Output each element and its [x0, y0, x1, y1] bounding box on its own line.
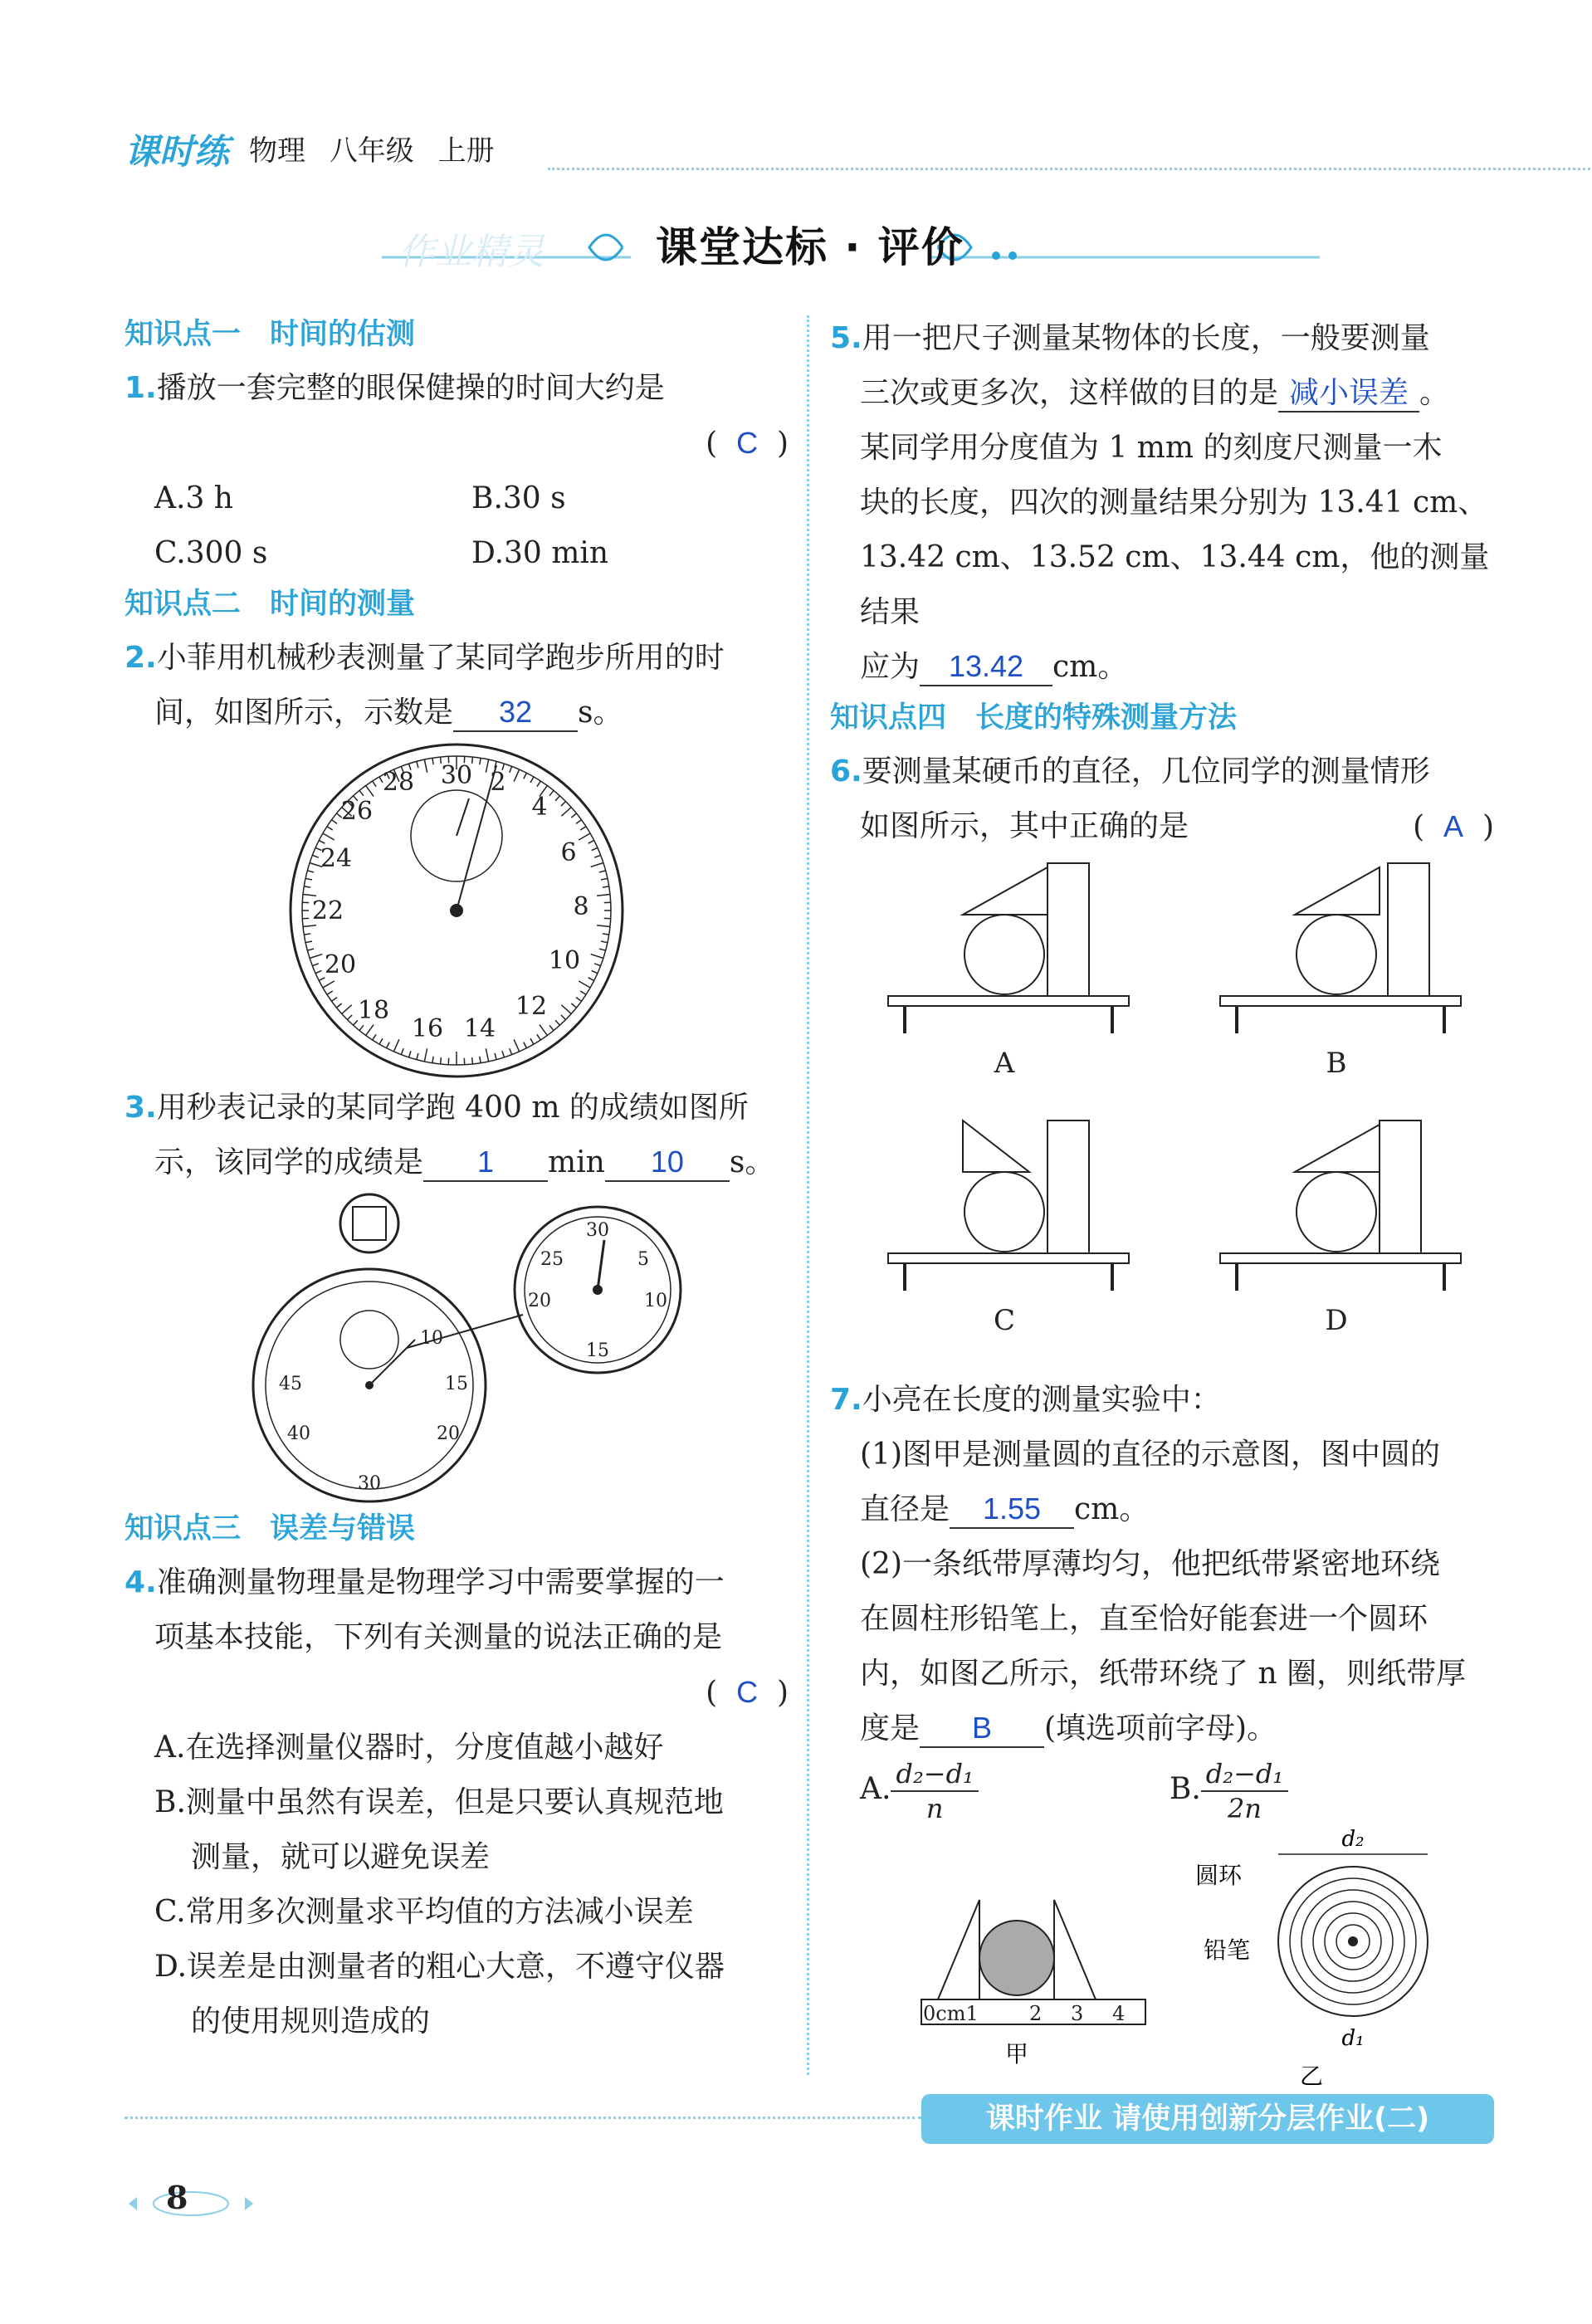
ruler-label: 4	[1112, 2002, 1126, 2025]
figure-yi	[1195, 1827, 1428, 2090]
label-d2: d₂	[1341, 1827, 1365, 1852]
option-c-diagram	[888, 1120, 1129, 1291]
question-text: 播放一套完整的眼保健操的时间大约是	[156, 371, 665, 405]
grade: 八年级	[329, 134, 414, 168]
stopwatch-figure	[282, 740, 631, 1081]
option-a	[860, 1756, 979, 1825]
option-d-cont: 的使用规则造成的	[191, 2004, 431, 2038]
question-number: 3.	[125, 1091, 157, 1125]
question-text: 在圆柱形铅笔上，直至恰好能套进一个圆环	[860, 1602, 1428, 1636]
option-b-label: B	[1326, 1047, 1347, 1080]
header-divider	[548, 168, 1592, 170]
book-info	[249, 128, 495, 168]
svg-text:18: 18	[357, 996, 390, 1025]
question-1	[125, 361, 789, 416]
option-prefix: A.	[860, 1772, 891, 1806]
footer-banner: 课时作业 请使用创新分层作业(二)	[921, 2094, 1494, 2144]
option-a: A.在选择测量仪器时，分度值越小越好	[154, 1731, 664, 1765]
figure-yi-label: 乙	[1299, 2063, 1324, 2090]
svg-text:26: 26	[340, 797, 374, 826]
section-banner	[382, 206, 1320, 289]
option-b: B.30 s	[471, 481, 566, 515]
question-text: 应为	[860, 650, 921, 684]
svg-text:4: 4	[531, 793, 548, 822]
option-a: A.3 h	[154, 481, 233, 515]
option-b	[1170, 1756, 1288, 1825]
question-4	[125, 1555, 789, 1610]
label-pencil: 铅笔	[1204, 1936, 1251, 1964]
answer-blank-sec: 10	[605, 1144, 730, 1182]
left-column	[125, 311, 789, 2049]
question-text: 间，如图所示，示数是	[154, 696, 454, 730]
knowledge-point-1: 知识点一 时间的估测	[125, 318, 416, 351]
unit-min: min	[548, 1145, 605, 1179]
question-5	[830, 311, 1494, 366]
volume: 上册	[437, 134, 495, 168]
answer-blank: 32	[453, 694, 578, 732]
question-3-line2	[125, 1135, 789, 1190]
option-d: D.30 min	[471, 536, 609, 570]
options-row	[125, 526, 789, 581]
question-text: (2)一条纸带厚薄均匀，他把纸带紧密地环绕	[860, 1547, 1440, 1581]
svg-text:24: 24	[320, 844, 353, 873]
question-5-line6	[830, 640, 1494, 695]
question-text: (填选项前字母)。	[1044, 1711, 1277, 1745]
question-text: 用秒表记录的某同学跑 400 m 的成绩如图所	[156, 1091, 749, 1125]
question-number: 5.	[830, 321, 862, 355]
svg-text:14: 14	[463, 1014, 496, 1043]
question-7-line2	[830, 1482, 1494, 1537]
svg-text:12: 12	[515, 992, 548, 1021]
banner-title: 课堂达标 · 评价	[656, 223, 964, 271]
footer-divider	[125, 2116, 921, 2119]
question-5-line2	[830, 366, 1494, 421]
question-text: 直径是	[860, 1492, 950, 1526]
option-c: C.300 s	[154, 536, 268, 570]
svg-text:20: 20	[324, 950, 357, 979]
question-number: 6.	[830, 754, 862, 788]
unit-sec: s。	[729, 1145, 775, 1179]
option-a-diagram	[888, 863, 1129, 1033]
question-text: 小菲用机械秒表测量了某同学跑步所用的时	[156, 641, 725, 675]
question-text: 如图所示，其中正确的是	[860, 809, 1189, 843]
question-text: 度是	[860, 1711, 921, 1745]
answer-value: A	[1443, 809, 1464, 843]
svg-text:10: 10	[420, 1328, 443, 1349]
numerator: d₂−d₁	[891, 1757, 978, 1792]
question-3	[125, 1081, 789, 1135]
question-7-line7	[830, 1702, 1494, 1756]
question-2-line2	[125, 686, 789, 740]
fraction	[1201, 1757, 1288, 1825]
question-text: 。	[1419, 376, 1450, 410]
page-number-decoration-icon	[125, 2191, 257, 2216]
numerator: d₂−d₁	[1201, 1757, 1288, 1792]
svg-text:22: 22	[311, 896, 344, 925]
question-number: 2.	[125, 641, 157, 675]
option-b-diagram	[1220, 863, 1461, 1033]
svg-text:40: 40	[287, 1423, 310, 1444]
right-column	[830, 311, 1494, 2102]
question-text: 某同学用分度值为 1 mm 的刻度尺测量一木	[860, 431, 1443, 465]
svg-text:25: 25	[540, 1249, 564, 1270]
coin-measurement-figure	[830, 855, 1494, 1370]
svg-text:2: 2	[490, 768, 506, 797]
stopwatch-400m-figure	[208, 1190, 706, 1506]
knowledge-point-4: 知识点四 长度的特殊测量方法	[830, 701, 1238, 735]
page-header	[125, 124, 1560, 183]
answer-blank: B	[920, 1710, 1044, 1748]
column-divider	[807, 315, 809, 2075]
option-c: C.常用多次测量求平均值的方法减小误差	[154, 1895, 694, 1929]
ruler-label: 0cm1	[923, 2002, 979, 2025]
question-text: 示，该同学的成绩是	[154, 1145, 424, 1179]
question-text: s。	[578, 696, 623, 730]
answer-value: C	[736, 426, 759, 460]
figure-jia	[921, 1900, 1145, 2068]
label-ring: 圆环	[1195, 1862, 1243, 1889]
svg-text:6: 6	[560, 838, 577, 867]
question-text: 内，如图乙所示，纸带环绕了 n 圈，则纸带厚	[860, 1657, 1467, 1691]
knowledge-point-3: 知识点三 误差与错误	[125, 1512, 416, 1545]
question-text: 块的长度，四次的测量结果分别为 13.41 cm、	[860, 486, 1488, 520]
svg-text:8: 8	[573, 892, 589, 921]
option-c-label: C	[993, 1304, 1016, 1337]
svg-text:28: 28	[382, 768, 415, 797]
option-b: B.测量中虽然有误差，但是只要认真规范地	[154, 1785, 724, 1819]
question-text: 用一把尺子测量某物体的长度，一般要测量	[862, 321, 1430, 355]
ruler-label: 3	[1071, 2002, 1084, 2025]
question-text: (1)图甲是测量圆的直径的示意图，图中圆的	[860, 1438, 1440, 1472]
question-6-line2	[830, 799, 1494, 855]
question-text: 项基本技能，下列有关测量的说法正确的是	[154, 1620, 723, 1654]
question-7	[830, 1373, 1494, 1428]
svg-text:5: 5	[637, 1249, 649, 1270]
page-number: 8	[166, 2179, 188, 2216]
svg-text:30: 30	[358, 1473, 381, 1494]
option-b-cont: 测量，就可以避免误差	[191, 1840, 491, 1874]
ruler-label: 2	[1029, 2002, 1043, 2025]
svg-text:15: 15	[445, 1374, 468, 1394]
svg-text:15: 15	[586, 1340, 609, 1361]
svg-text:10: 10	[644, 1291, 667, 1311]
denominator: 2n	[1228, 1793, 1262, 1824]
question-7-figures	[830, 1825, 1494, 2099]
answer-paren: ( C )	[706, 426, 789, 461]
answer-blank-min: 1	[423, 1144, 548, 1182]
svg-text:10: 10	[548, 946, 581, 975]
svg-text:16: 16	[411, 1014, 444, 1043]
answer-blank: 减小误差	[1278, 374, 1419, 413]
question-number: 1.	[125, 371, 157, 405]
denominator: n	[925, 1793, 944, 1824]
answer-paren: ( A )	[1413, 809, 1494, 844]
answer-value: C	[736, 1675, 759, 1709]
question-text: 小亮在长度的测量实验中：	[862, 1383, 1221, 1417]
answer-blank: 1.55	[950, 1491, 1074, 1529]
label-d1: d₁	[1341, 2026, 1365, 2051]
question-7-options	[830, 1756, 1494, 1825]
answer-blank: 13.42	[920, 648, 1052, 686]
banner-watermark: 作业精灵	[398, 231, 545, 273]
option-a-label: A	[994, 1047, 1015, 1080]
figure-jia-label: 甲	[1004, 2040, 1029, 2068]
option-d-diagram	[1220, 1120, 1461, 1291]
question-text: 准确测量物理量是物理学习中需要掌握的一	[156, 1565, 725, 1599]
brand-logo: 课时练	[125, 131, 230, 172]
question-text: 13.42 cm、13.52 cm、13.44 cm，他的测量结果	[860, 540, 1490, 629]
option-prefix: B.	[1169, 1772, 1201, 1806]
svg-text:20: 20	[528, 1291, 551, 1311]
answer-paren: ( C )	[706, 1675, 789, 1710]
subject: 物理	[249, 134, 305, 168]
fraction	[891, 1757, 978, 1825]
question-text: cm。	[1052, 650, 1128, 684]
knowledge-point-2: 知识点二 时间的测量	[125, 588, 416, 621]
question-text: 三次或更多次，这样做的目的是	[860, 376, 1279, 410]
question-number: 7.	[830, 1383, 862, 1417]
option-d: D.误差是由测量者的粗心大意，不遵守仪器	[154, 1950, 725, 1984]
options-row	[125, 471, 789, 526]
question-2	[125, 631, 789, 686]
option-d-label: D	[1325, 1304, 1348, 1337]
question-number: 4.	[125, 1565, 157, 1599]
svg-text:30: 30	[440, 761, 473, 790]
question-text: cm。	[1074, 1492, 1150, 1526]
question-6	[830, 745, 1494, 799]
svg-text:20: 20	[437, 1423, 460, 1444]
svg-text:45: 45	[279, 1374, 302, 1394]
svg-text:30: 30	[586, 1220, 609, 1241]
question-text: 要测量某硬币的直径，几位同学的测量情形	[862, 754, 1430, 788]
